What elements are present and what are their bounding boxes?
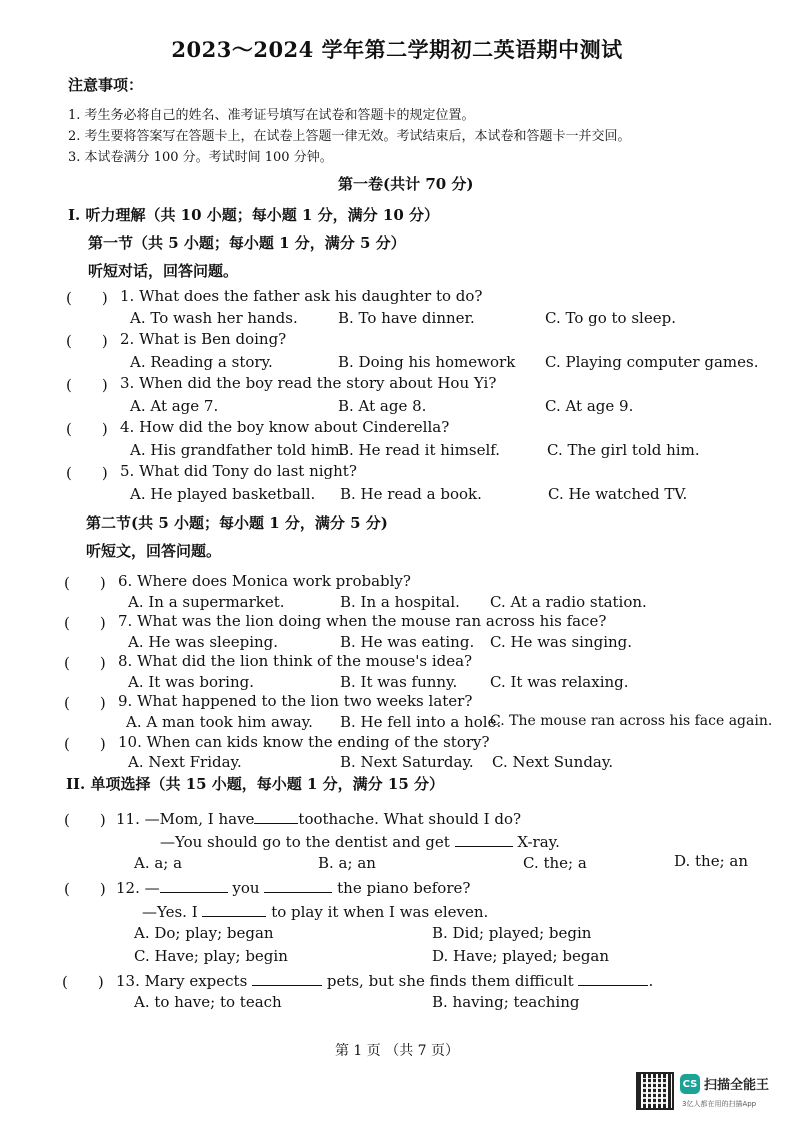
answer-paren: ( ) xyxy=(64,880,106,898)
answer-paren: ( ) xyxy=(64,694,106,712)
option-a: A. He was sleeping. xyxy=(128,633,279,651)
question-fragment: pets, but she finds them difficult xyxy=(326,972,574,990)
answer-paren: ( ) xyxy=(66,464,108,482)
answer-paren: ( ) xyxy=(64,614,106,632)
option-c: C. Next Sunday. xyxy=(492,753,614,771)
qr-code-icon xyxy=(636,1072,674,1110)
volume-heading: 第一卷(共计 70 分) xyxy=(338,175,474,193)
option-b: B. having; teaching xyxy=(432,993,580,1011)
option-a: A. Next Friday. xyxy=(128,753,242,771)
question-fragment: the piano before? xyxy=(337,879,471,897)
option-b: B. He read it himself. xyxy=(338,441,501,459)
answer-paren: ( ) xyxy=(64,811,106,829)
question-text xyxy=(142,902,488,921)
fill-blank[interactable] xyxy=(252,971,322,986)
question-text: 2. What is Ben doing? xyxy=(120,330,287,348)
scanner-app-name: 扫描全能王 xyxy=(704,1078,770,1093)
notice-item: 1. 考生务必将自己的姓名、准考证号填写在试卷和答题卡的规定位置。 xyxy=(68,108,475,123)
question-text: 1. What does the father ask his daughter to do? xyxy=(120,287,483,305)
question-fragment: —You should go to the dentist and get xyxy=(160,833,450,851)
question-text: 5. What did Tony do last night? xyxy=(120,462,357,480)
question-text: 8. What did the lion think of the mouse's idea? xyxy=(118,652,473,670)
option-b: B. Doing his homework xyxy=(338,353,516,371)
option-a: A. A man took him away. xyxy=(126,713,313,731)
option-b: B. He fell into a hole. xyxy=(340,713,502,731)
answer-paren: ( ) xyxy=(64,574,106,592)
question-text xyxy=(160,832,560,851)
notice-item: 2. 考生要将答案写在答题卡上，在试卷上答题一律无效。考试结束后，本试卷和答题卡一并交回。 xyxy=(68,129,631,144)
option-c: C. Have; play; begin xyxy=(134,947,288,965)
option-c: C. The mouse ran across his face again. xyxy=(490,713,773,729)
fill-blank[interactable] xyxy=(160,878,228,893)
answer-paren: ( ) xyxy=(64,654,106,672)
question-fragment: —Yes. I xyxy=(142,903,198,921)
question-text: 9. What happened to the lion two weeks later? xyxy=(118,692,473,710)
fill-blank[interactable] xyxy=(202,902,266,917)
question-text: 4. How did the boy know about Cinderella? xyxy=(120,418,450,436)
notice-heading: 注意事项： xyxy=(68,76,144,94)
option-a: A. To wash her hands. xyxy=(130,309,298,327)
answer-paren: ( ) xyxy=(66,376,108,394)
question-fragment: . xyxy=(648,972,654,990)
answer-paren: ( ) xyxy=(66,420,108,438)
camscanner-logo-icon: CS xyxy=(680,1074,700,1094)
option-d: D. the; an xyxy=(674,852,749,870)
fill-blank[interactable] xyxy=(578,971,648,986)
question-text: 6. Where does Monica work probably? xyxy=(118,572,411,590)
answer-paren: ( ) xyxy=(66,332,108,350)
option-a: A. He played basketball. xyxy=(130,485,316,503)
option-c: C. Playing computer games. xyxy=(545,353,759,371)
question-text xyxy=(116,878,470,897)
section-2-heading: II. 单项选择（共 15 小题，每小题 1 分，满分 15 分） xyxy=(66,775,444,793)
option-c: C. At age 9. xyxy=(545,397,634,415)
option-a: A. to have; to teach xyxy=(134,993,282,1011)
question-text xyxy=(116,971,653,990)
question-fragment: to play it when I was eleven. xyxy=(271,903,489,921)
notice-item: 3. 本试卷满分 100 分。考试时间 100 分钟。 xyxy=(68,150,333,165)
part-2-instruction: 听短文，回答问题。 xyxy=(86,542,222,560)
option-b: B. It was funny. xyxy=(340,673,458,691)
answer-paren: ( ) xyxy=(64,735,106,753)
answer-paren: ( ) xyxy=(66,289,108,307)
option-a: A. His grandfather told him. xyxy=(130,441,345,459)
option-b: B. He was eating. xyxy=(340,633,475,651)
option-c: C. The girl told him. xyxy=(547,441,700,459)
option-c: C. He was singing. xyxy=(490,633,633,651)
option-b: B. a; an xyxy=(318,854,376,872)
option-a: A. In a supermarket. xyxy=(128,593,285,611)
option-b: B. Did; played; begin xyxy=(432,924,592,942)
option-b: B. Next Saturday. xyxy=(340,753,474,771)
question-text: 10. When can kids know the ending of the story? xyxy=(118,733,490,751)
option-b: B. In a hospital. xyxy=(340,593,460,611)
option-b: B. He read a book. xyxy=(340,485,482,503)
question-fragment: 12. — xyxy=(116,879,160,897)
question-fragment: 11. —Mom, I have xyxy=(116,810,255,828)
exam-title: 2023～2024 学年第二学期初二英语期中测试 xyxy=(171,37,623,62)
page-footer: 第 1 页 （共 7 页） xyxy=(334,1043,460,1059)
question-fragment: X-ray. xyxy=(517,833,560,851)
question-text: 7. What was the lion doing when the mouse ran across his face? xyxy=(118,612,607,630)
fill-blank[interactable] xyxy=(455,832,513,847)
option-c: C. He watched TV. xyxy=(548,485,688,503)
option-c: C. It was relaxing. xyxy=(490,673,629,691)
option-a: A. At age 7. xyxy=(130,397,219,415)
question-fragment: 13. Mary expects xyxy=(116,972,248,990)
option-a: A. Do; play; began xyxy=(134,924,274,942)
option-c: C. At a radio station. xyxy=(490,593,647,611)
question-text: 3. When did the boy read the story about Hou Yi? xyxy=(120,374,497,392)
option-c: C. the; a xyxy=(523,854,587,872)
option-b: B. To have dinner. xyxy=(338,309,475,327)
section-1-heading: I. 听力理解（共 10 小题；每小题 1 分，满分 10 分） xyxy=(68,206,439,224)
scanner-tagline: 3亿人都在用的扫描App xyxy=(682,1100,757,1108)
part-1-instruction: 听短对话，回答问题。 xyxy=(88,262,239,280)
answer-paren: ( ) xyxy=(62,973,104,991)
question-fragment: you xyxy=(232,879,260,897)
option-d: D. Have; played; began xyxy=(432,947,610,965)
question-fragment: toothache. What should I do? xyxy=(298,810,522,828)
fill-blank[interactable] xyxy=(264,878,332,893)
option-a: A. Reading a story. xyxy=(130,353,273,371)
part-1-heading: 第一节（共 5 小题；每小题 1 分，满分 5 分） xyxy=(88,234,406,252)
question-text xyxy=(116,809,521,828)
option-c: C. To go to sleep. xyxy=(545,309,676,327)
option-a: A. a; a xyxy=(134,854,183,872)
option-b: B. At age 8. xyxy=(338,397,427,415)
part-2-heading: 第二节(共 5 小题；每小题 1 分，满分 5 分) xyxy=(86,514,388,532)
fill-blank[interactable] xyxy=(254,809,298,824)
option-a: A. It was boring. xyxy=(128,673,254,691)
